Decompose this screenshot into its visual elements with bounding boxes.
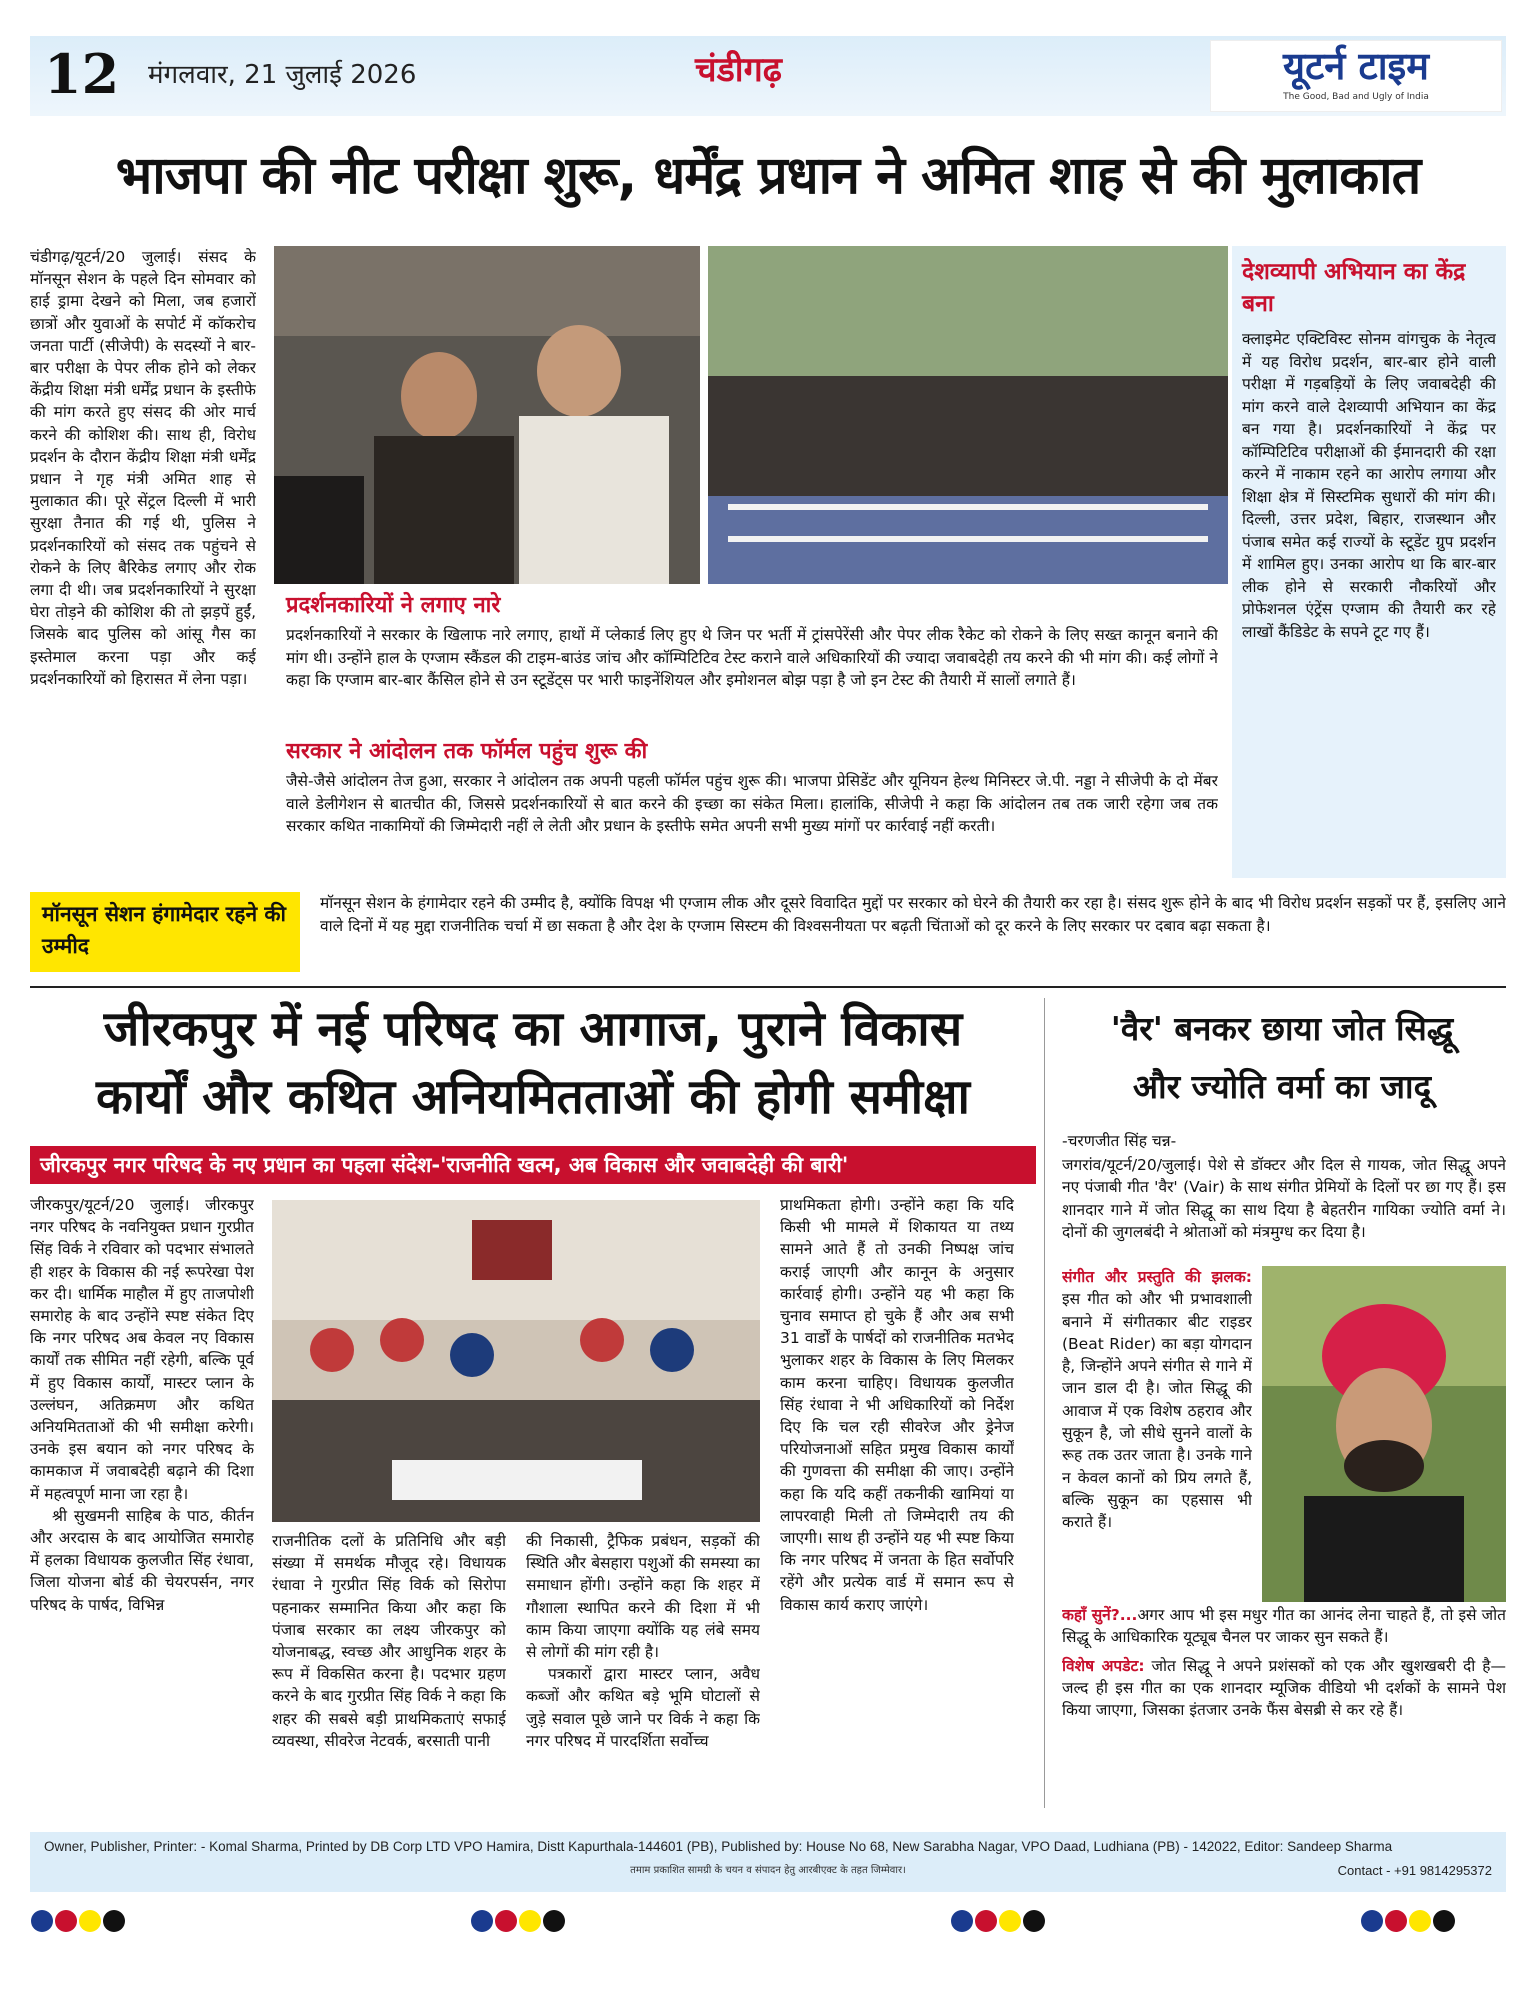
photo-protest-crowd	[708, 246, 1228, 584]
monsoon-box-title	[30, 892, 300, 972]
story1-para2: जैसे-जैसे आंदोलन तेज हुआ, सरकार ने आंदोलन तक अपनी पहली फॉर्मल पहुंच शुरू की। भाजपा प्रेसिडेंट और यूनियन हेल्थ मिनिस्टर जे.पी. नड्डा ने सीजेपी के दो मेंबर वाले डेलीगेशन से बातचीत की, जिससे प्रदर्शनकारियों से बात करने की इच्छा का संकेत मिला। हालांकि, सीजेपी ने कहा कि आंदोलन तब तक जारी रहेगा जब तक सरकार कथित नाकामियों की जिम्मेदारी नहीं ले लेती और प्रधान के इस्तीफे समेत अपनी सभी मुख्य मांगों पर कार्रवाई नहीं करती।	[286, 772, 1218, 835]
logo-text: यूटर्न टाइम	[1283, 44, 1429, 88]
story3-text3: जोत सिद्धू ने अपने प्रशंसकों को एक और खुशखबरी दी है— जल्द ही इस गीत का एक शानदार म्यूजिक वीडियो भी दर्शकों के सामने पेश किया जाएगा, जिसका इंतजार उनके फैंस बेसब्री से कर रहे हैं।	[1062, 1656, 1506, 1720]
story3-headline-line1: 'वैर' बनकर छाया जोत सिद्धू	[1110, 1009, 1454, 1048]
story3-sub2: कहाँ सुनें?...	[1062, 1606, 1138, 1624]
footer-imprint: Owner, Publisher, Printer: - Komal Sharma, Printed by DB Corp LTD VPO Hamira, Distt Kapurthala-144601 (PB), Published by: House No 68, New Sarabha Nagar, VPO Daad, Ludhiana (PB) - 142022, Editor: Sandeep Sharma	[44, 1839, 1393, 1854]
story1-col1: चंडीगढ़/यूटर्न/20 जुलाई। संसद के मॉनसून सेशन के पहले दिन सोमवार को हाई ड्रामा देखने को मिला, जब हजारों छात्रों और युवाओं के सपोर्ट में कॉकरोच जनता पार्टी (सीजेपी) के सदस्यों ने बार-बार परीक्षा के पेपर लीक होने को लेकर केंद्रीय शिक्षा मंत्री धर्मेंद्र प्रधान के इस्तीफे की मांग करते हुए संसद की ओर मार्च करने की कोशिश की। साथ ही, विरोध प्रदर्शन के दौरान केंद्रीय शिक्षा मंत्री धर्मेंद्र प्रधान ने गृह मंत्री अमित शाह से मुलाकात की। पूरे सेंट्रल दिल्ली में भारी सुरक्षा तैनात की गई थी, पुलिस ने प्रदर्शनकारियों को संसद तक पहुंचने से रोकने के लिए बैरिकेड लगाए और रोक लगा दी थी। जब प्रदर्शनकारियों ने सुरक्षा घेरा तोड़ने की कोशिश की तो झड़पें हुईं, जिसके बाद पुलिस को आंसू गैस का इस्तेमाल करना पड़ा और कई प्रदर्शनकारियों को हिरासत में लेना पड़ा।	[30, 248, 256, 688]
story-separator	[1044, 998, 1045, 1808]
story3-text1: इस गीत को और भी प्रभावशाली बनाने में संगीतकार बीट राइडर (Beat Rider) का बड़ा योगदान है, जिन्होंने अपने संगीत से गाने में जान डाल दी है। जोत सिद्धू की आवाज में एक विशेष ठहराव और सुकून है, जो सीधे सुनने वालों के रूह तक उतर जाता है। उनके गाने न केवल कानों को प्रिय लगते हैं, बल्कि सुकून का एहसास भी कराते हैं।	[1062, 1290, 1252, 1532]
footer-disclaimer: तमाम प्रकाशित सामग्री के चयन व संपादन हेतु आरबीएक्ट के तहत जिम्मेवार।	[630, 1865, 906, 1876]
story2-col3-para: की निकासी, ट्रैफिक प्रबंधन, सड़कों की स्थिति और बेसहारा पशुओं की समस्या का समाधान होंगी। उन्होंने कहा कि शहर में गौशाला स्थापित करने की दिशा में भी काम किया जाएगा क्योंकि यह लंबे समय से लोगों की मांग रही है।	[526, 1532, 760, 1662]
footer-bar	[30, 1832, 1506, 1892]
story3-headline-line2: और ज्योति वर्मा का जादू	[1132, 1067, 1432, 1106]
story2-col3b-para: पत्रकारों द्वारा मास्टर प्लान, अवैध कब्जों और कथित बड़े भूमि घोटालों से जुड़े सवाल पूछे जाने पर विर्क ने कहा कि नगर परिषद में पारदर्शिता सर्वोच्च	[526, 1665, 760, 1750]
story2-strap	[30, 1146, 1036, 1184]
masthead-logo	[1210, 40, 1502, 112]
logo-tagline: The Good, Bad and Ugly of India	[1283, 92, 1429, 102]
reg-mark-right	[950, 1910, 1046, 1936]
reg-mark-center	[470, 1910, 566, 1936]
story1-sub2: सरकार ने आंदोलन तक फॉर्मल पहुंच शुरू की	[286, 739, 648, 764]
section-divider	[30, 986, 1506, 988]
issue-date: मंगलवार, 21 जुलाई 2026	[148, 60, 417, 90]
page-number: 12	[44, 42, 120, 106]
monsoon-box-title-text: मॉनसून सेशन हंगामेदार रहने की उम्मीद	[42, 902, 286, 958]
sidebar-text: क्लाइमेट एक्टिविस्ट सोनम वांगचुक के नेतृत्व में यह विरोध प्रदर्शन, बार-बार होने वाली परीक्षा में गड़बड़ियों के लिए जवाबदेही की मांग करने वाले देशव्यापी अभियान का केंद्र बन गया है। प्रदर्शनकारियों ने केंद्र पर कॉम्पिटिटिव परीक्षाओं की ईमानदारी की रक्षा करने में नाकाम रहने का आरोप लगाया और शिक्षा क्षेत्र में सिस्टमिक सुधारों की मांग की। दिल्ली, उत्तर प्रदेश, बिहार, राजस्थान और पंजाब समेत कई राज्यों के स्टूडेंट ग्रुप प्रदर्शन में शामिल हुए। उनका आरोप था कि बार-बार लीक होने से सरकारी नौकरियों और प्रोफेशनल एंट्रेंस एग्जाम की तैयारी कर रहे लाखों कैंडिडेट के सपने टूट गए हैं।	[1242, 330, 1496, 641]
story2-headline-line2: कार्यों और कथित अनियमितताओं की होगी समीक्षा	[96, 1069, 970, 1125]
story1-sub1: प्रदर्शनकारियों ने लगाए नारे	[286, 593, 501, 618]
story2-col1	[30, 1194, 254, 1814]
story3-byline: -चरणजीत सिंह चन्न-	[1062, 1132, 1177, 1150]
story1-sidebar	[1232, 246, 1506, 878]
story1-headline: भाजपा की नीट परीक्षा शुरू, धर्मेंद्र प्रधान ने अमित शाह से की मुलाकात	[115, 146, 1421, 206]
story2-col3	[526, 1530, 760, 1815]
city-name: चंडीगढ़	[695, 50, 782, 90]
reg-mark-far-right	[1360, 1910, 1456, 1936]
story2-strap-text: जीरकपुर नगर परिषद के नए प्रधान का पहला संदेश-'राजनीति खत्म, अब विकास और जवाबदेही की बारी'	[40, 1153, 849, 1177]
photo-pradhan-shah	[274, 246, 700, 584]
story3-col-left	[1062, 1266, 1252, 1602]
story2-col1-para: जीरकपुर/यूटर्न/20 जुलाई। जीरकपुर नगर परिषद के नवनियुक्त प्रधान गुरप्रीत सिंह विर्क ने रविवार को पदभार संभालते ही शहर के विकास की नई रूपरेखा पेश कर दी। धार्मिक माहौल में हुए ताजपोशी समारोह के बाद उन्होंने स्पष्ट संकेत दिए कि नगर परिषद अब केवल नए विकास कार्यों तक सीमित नहीं रहेगी, बल्कि पूर्व में हुए विकास कार्यों, मास्टर प्लान के उल्लंघन, अतिक्रमण और कथित अनियमितताओं की भी समीक्षा करेगी। उनके इस बयान को नगर परिषद के कामकाज में जवाबदेही बढ़ाने की दिशा में महत्वपूर्ण माना जा रहा है।	[30, 1196, 254, 1503]
sidebar-title: देशव्यापी अभियान का केंद्र बना	[1242, 259, 1466, 317]
story2-col2: राजनीतिक दलों के प्रतिनिधि और बड़ी संख्या में समर्थक मौजूद रहे। विधायक रंधावा ने गुरप्रीत सिंह विर्क को सिरोपा पहनाकर सम्मानित किया और कहा कि पंजाब सरकार का लक्ष्य जीरकपुर को योजनाबद्ध, स्वच्छ और आधुनिक शहर के रूप में विकसित करना है। पदभार ग्रहण करने के बाद गुरप्रीत सिंह विर्क ने कहा कि शहर की सबसे बड़ी प्राथमिकताएं सफाई व्यवस्था, सीवरेज नेटवर्क, बरसाती पानी	[272, 1532, 506, 1750]
reg-mark-left	[30, 1910, 126, 1936]
story3-sub3: विशेष अपडेट:	[1062, 1656, 1145, 1675]
story2-col4: प्राथमिकता होगी। उन्होंने कहा कि यदि किसी भी मामले में शिकायत या तथ्य सामने आते हैं तो उनकी निष्पक्ष जांच कराई जाएगी और कानून के अनुसार कार्रवाई होगी। उन्होंने यह भी कहा कि चुनाव समाप्त हो चुके हैं और अब सभी 31 वार्डों के पार्षदों को राजनीतिक मतभेद भुलाकर शहर के विकास के लिए मिलकर काम करना चाहिए। विधायक कुलजीत सिंह रंधावा ने भी अधिकारियों को निर्देश दिए कि चल रही सीवरेज और ड्रेनेज परियोजनाओं सहित प्रमुख विकास कार्यों की गुणवत्ता की समीक्षा की जाए। उन्होंने कहा कि यदि कहीं तकनीकी खामियां या लापरवाही मिली तो जिम्मेदारी तय की जाएगी। साथ ही उन्होंने यह भी स्पष्ट किया कि नगर परिषद में जनता के हित सर्वोपरि रहेंगे और प्रत्येक वार्ड में समान रूप से विकास कार्य कराए जाएंगे।	[780, 1196, 1014, 1614]
monsoon-box-text: मॉनसून सेशन के हंगामेदार रहने की उम्मीद है, क्योंकि विपक्ष भी एग्जाम लीक और दूसरे विवादित मुद्दों पर सरकार को घेरने की तैयारी कर रहा है। संसद शुरू होने के बाद भी विरोध प्रदर्शन सड़कों पर हैं, इसलिए आने वाले दिनों में यह मुद्दा राजनीतिक चर्चा में छा सकता है और देश के एग्जाम सिस्टम की विश्वसनीयता पर बढ़ती चिंताओं को दूर करने के लिए सरकार पर दबाव बढ़ा सकता है।	[320, 894, 1506, 935]
story3-text-bottom	[1062, 1604, 1506, 1814]
story2-col1b-para: श्री सुखमनी साहिब के पाठ, कीर्तन और अरदास के बाद आयोजित समारोह में हलका विधायक कुलजीत सिंह रंधावा, जिला योजना बोर्ड की चेयरपर्सन, नगर परिषद के पार्षद, विभिन्न	[30, 1506, 254, 1614]
story3-sub1: संगीत और प्रस्तुति की झलक:	[1062, 1268, 1252, 1286]
footer-contact: Contact - +91 9814295372	[1337, 1863, 1492, 1878]
header-bar	[30, 36, 1506, 116]
story3-text2: अगर आप भी इस मधुर गीत का आनंद लेना चाहते हैं, तो इसे जोत सिद्धू के आधिकारिक यूट्यूब चैनल पर जाकर सुन सकते हैं।	[1062, 1606, 1506, 1647]
story3-intro: जगरांव/यूटर्न/20/जुलाई। पेशे से डॉक्टर और दिल से गायक, जोत सिद्धू अपने नए पंजाबी गीत 'वैर' (Vair) के साथ संगीत प्रेमियों के दिलों पर छा गए हैं। इस शानदार गाने में जोत सिद्धू का साथ दिया है बेहतरीन गायिका ज्योति वर्मा ने। दोनों की जुगलबंदी ने श्रोताओं को मंत्रमुग्ध कर दिया है।	[1062, 1156, 1506, 1241]
photo-jot-sidhu	[1262, 1266, 1506, 1602]
story2-headline-line1: जीरकपुर में नई परिषद का आगाज, पुराने विकास	[103, 1001, 963, 1057]
registration-marks	[30, 1910, 1506, 1938]
story1-para1: प्रदर्शनकारियों ने सरकार के खिलाफ नारे लगाए, हाथों में प्लेकार्ड लिए हुए थे जिन पर भर्ती में ट्रांसपेरेंसी और पेपर लीक रैकेट को रोकने के लिए सख्त कानून बनाने की मांग थी। उन्होंने हाल के एग्जाम स्कैंडल की टाइम-बाउंड जांच और कॉम्पिटिटिव टेस्ट कराने वाले अधिकारियों की ज्यादा जवाबदेही तय करने की भी मांग की। कई लोगों ने कहा कि एग्जाम बार-बार कैंसिल होने से उन स्टूडेंट्स पर भारी फाइनेंशियल और इमोशनल बोझ पड़ा है जो इन टेस्ट की तैयारी में सालों लगाते हैं।	[286, 626, 1218, 689]
photo-swearing-ceremony	[272, 1200, 760, 1522]
